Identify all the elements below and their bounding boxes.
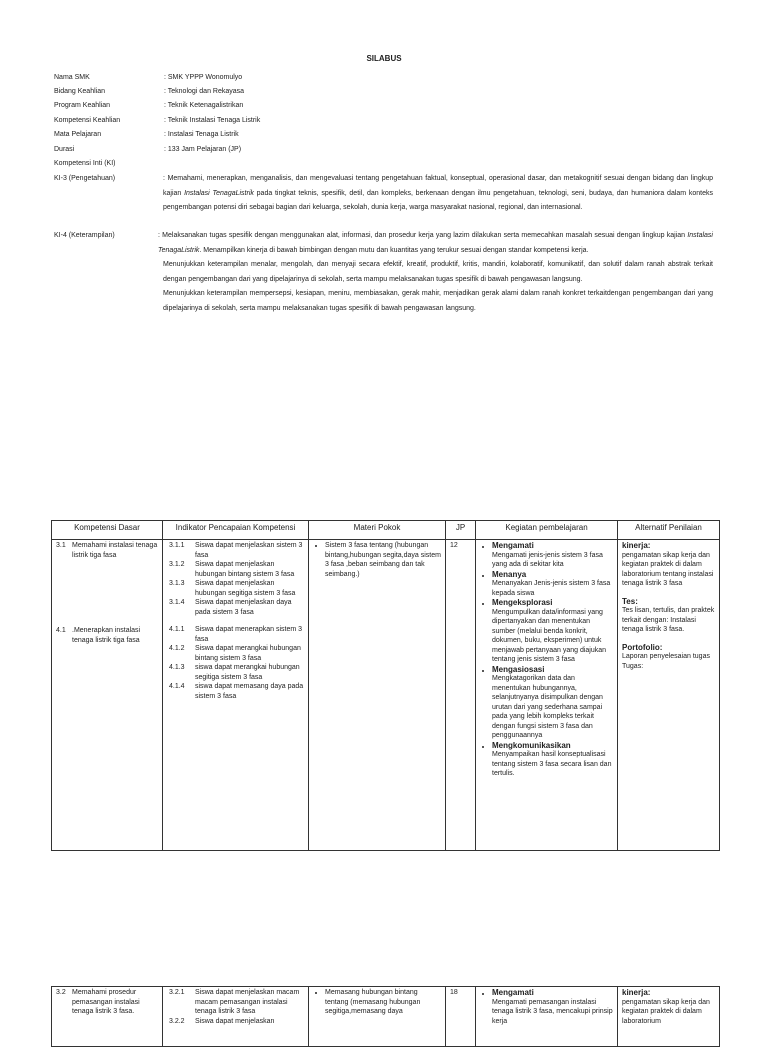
meta-label: Durasi — [54, 146, 75, 153]
meta-value: : 133 Jam Pelajaran (JP) — [164, 146, 242, 153]
header-materi: Materi Pokok — [309, 521, 446, 540]
materi-cell: • Memasang hubungan bintang tentang (memasang hubungan segitiga,memasang daya — [309, 987, 446, 1047]
indikator-cell: 3.1.1 Siswa dapat menjelaskan sistem 3 fasa 3.1.2 Siswa dapat menjelaskan hubungan bintang sistem 3 fasa 3.1.3 Siswa dapat menjelaskan hubungan segitiga sistem 3 fasa 3.1.4 Siswa dapat menjelaskan daya pada sistem 3 fasa 4.1.1 Siswa dapat menerapkan sistem 3 fasa 4.1.2 Siswa dapat merangkai hubungan bintang sistem 3 fasa 4.1.3 siswa dapat merangkai hubungan segitiga sistem 3 fasa 4.1.4 siswa dapat memasang daya pada sistem 3 fasa — [163, 540, 309, 851]
silabus-table-2 — [51, 986, 720, 1047]
table-row — [52, 987, 720, 1047]
meta-row — [54, 117, 454, 125]
jp-cell: 12 — [446, 540, 476, 851]
meta-row — [54, 88, 454, 96]
kegiatan-cell: • Mengamati Mengamati pemasangan instalasi tenaga listrik 3 fasa, mencakupi prinsip kerja — [476, 987, 618, 1047]
meta-value: : SMK YPPP Wonomulyo — [164, 74, 243, 81]
materi-cell: • Sistem 3 fasa tentang (hubungan bintang,hubungan segita,daya sistem 3 fasa ,beban seimbang dan tak seimbang.) — [309, 540, 446, 851]
meta-value: : Teknik Instalasi Tenaga Listrik — [164, 117, 261, 124]
silabus-table-1 — [51, 520, 720, 851]
meta-value: : Teknik Ketenagalistrikan — [164, 102, 244, 109]
meta-label: Nama SMK — [54, 74, 90, 81]
header-penilaian: Alternatif Penilaian — [618, 521, 720, 540]
table-row — [52, 540, 720, 851]
ki4-text: : Melaksanakan tugas spesifik dengan menggunakan alat, informasi, dan prosedur kerja yang lazim dilakukan serta memecahkan masalah sesuai dengan lingkup kajian Instalasi TenagaListrik. Menampilkan kinerja di bawah bimbingan dengan mutu dan kuantitas yang terukur sesuai dengan standar kompetensi kerja. Menunjukkan keterampilan menalar, mengolah, dan menyaji secara efektif, kreatif, produktif, kritis, mandiri, kolaboratif, komunikatif, dan solutif dalam ranah abstrak terkait dengan pengembangan dari yang dipelajarinya di sekolah, serta mampu melaksanakan tugas spesifik di bawah pengawasan langsung. Menunjukkan keterampilan mempersepsi, kesiapan, meniru, membiasakan, gerak mahir, menjadikan gerak alami dalam ranah konkret terkaitdengan pengembangan dari yang dipelajarinya di sekolah, serta mampu melaksanakan tugas spesifik di bawah pengawasan langsung. — [158, 232, 713, 312]
meta-row — [54, 74, 454, 82]
meta-value: : Instalasi Tenaga Listrik — [164, 131, 239, 138]
header-kompetensi-dasar: Kompetensi Dasar — [52, 521, 163, 540]
meta-label: Program Keahlian — [54, 102, 111, 109]
penilaian-cell: kinerja: pengamatan sikap kerja dan kegiatan praktek di dalam laboratorium tentang instalasi tenaga listrik 3 fasa Tes: Tes lisan, tertulis, dan praktek terkait dengan: Instalasi tenaga listrik 3 fasa. Portofolio: Laporan penyelesaian tugas Tugas: — [618, 540, 720, 851]
meta-value: : Teknologi dan Rekayasa — [164, 88, 245, 95]
meta-label: Kompetensi Inti (KI) — [54, 160, 116, 167]
jp-cell: 18 — [446, 987, 476, 1047]
table-header-row — [52, 521, 720, 540]
kegiatan-cell: • Mengamati Mengamati jenis-jenis sistem 3 fasa yang ada di sekitar kita • Menanya Menanyakan Jenis-jenis sistem 3 fasa kepada siswa • Mengeksplorasi Mengumpulkan data/informasi yang dipertanyakan dan menentukan sumber (melalui benda konkrit, dokumen, buku, eksperimen) untuk menjawab pertanyaan yang diajukan tentang jenis sistem 3 fasa • Mengasiosasi Mengkatagorikan data dan menentukan hubungannya, selanjutnyanya disimpulkan dengan urutan dari yang sederhana sampai pada yang lebih kompleks terkait dengan fungsi sistem 3 fasa dan penggunaannya • Mengkomunikasikan Menyampaikan hasil konseptualisasi tentang sistem 3 fasa secara lisan dan tertulis. — [476, 540, 618, 851]
meta-row — [54, 160, 454, 168]
meta-row — [54, 102, 454, 110]
ki3-text: : Memahami, menerapkan, menganalisis, dan mengevaluasi tentang pengetahuan faktual, konseptual, operasional dasar, dan metakognitif sesuai dengan bidang dan lingkup kajian Instalasi TenagaListrik pada tingkat teknis, spesifik, detil, dan kompleks, berkenaan dengan ilmu pengetahuan, teknologi, seni, budaya, dan humaniora dalam konteks pengembangan potensi diri sebagai bagian dari keluarga, sekolah, dunia kerja, warga masyarakat nasional, regional, dan internasional. — [163, 175, 713, 211]
kd-cell: 3.2 Memahami prosedur pemasangan instalasi tenaga listrik 3 fasa. — [52, 987, 163, 1047]
meta-row — [54, 131, 454, 139]
header-indikator: Indikator Pencapaian Kompetensi — [163, 521, 309, 540]
header-kegiatan: Kegiatan pembelajaran — [476, 521, 618, 540]
penilaian-cell: kinerja: pengamatan sikap kerja dan kegiatan praktek di dalam laboratorium — [618, 987, 720, 1047]
page-title: SILABUS — [366, 54, 402, 63]
meta-label: Bidang Keahlian — [54, 88, 105, 95]
meta-label: Kompetensi Keahlian — [54, 117, 121, 124]
meta-row — [54, 146, 454, 154]
kd-cell: 3.1 Memahami instalasi tenaga listrik tiga fasa 4.1 .Menerapkan instalasi tenaga listrik tiga fasa — [52, 540, 163, 851]
meta-label: Mata Pelajaran — [54, 131, 102, 138]
indikator-cell: 3.2.1 Siswa dapat menjelaskan macam macam pemasangan instalasi tenaga listrik 3 fasa 3.2.2 Siswa dapat menjelaskan — [163, 987, 309, 1047]
ki3-label: KI-3 (Pengetahuan) — [54, 175, 116, 182]
header-jp: JP — [446, 521, 476, 540]
ki4-label: KI-4 (Keterampilan) — [54, 232, 115, 239]
